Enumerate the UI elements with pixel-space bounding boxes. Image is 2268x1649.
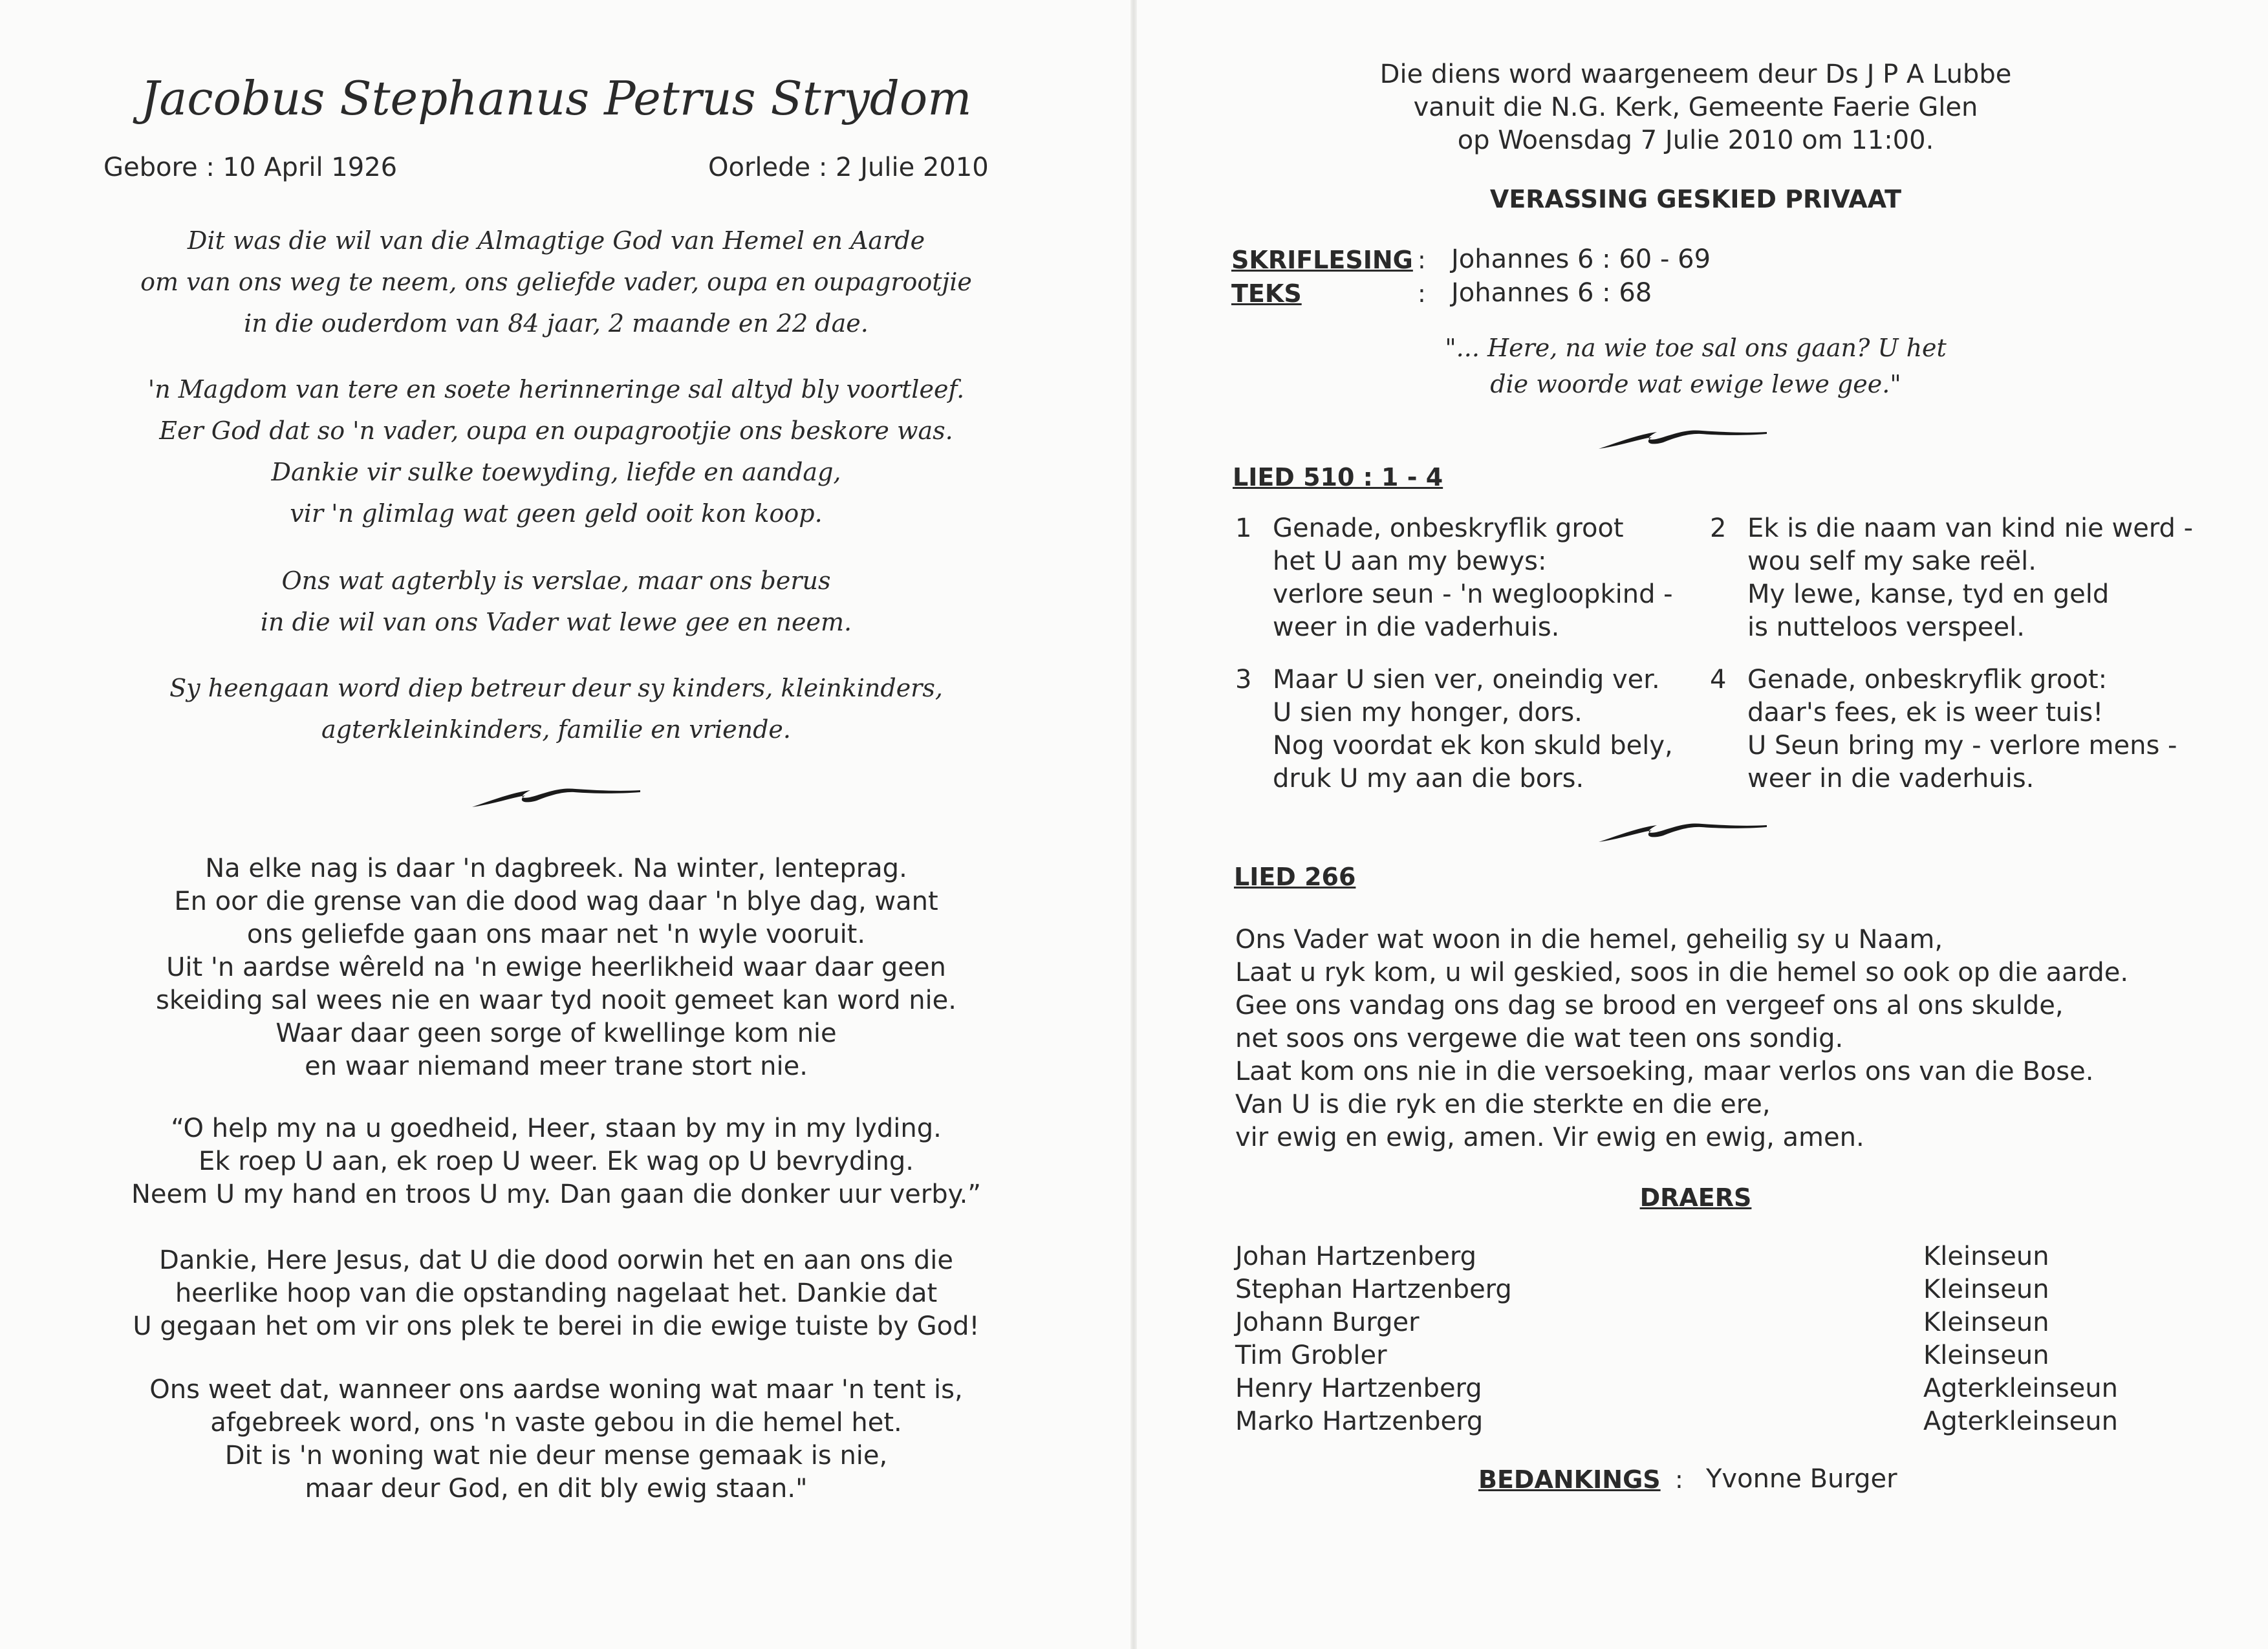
service-line: vanuit die N.G. Kerk, Gemeente Faerie Glen <box>1413 92 1978 122</box>
prose-line: Ons weet dat, wanneer ons aardse woning wat maar 'n tent is, <box>149 1375 963 1405</box>
service-line: Die diens word waargeneem deur Ds J P A Lubbe <box>1379 59 2012 89</box>
prose-paragraph <box>0 1112 1112 1211</box>
reading-colon: : <box>1418 246 1426 274</box>
bearer-relation: Kleinseun <box>1923 1275 2049 1304</box>
stanza-line: druk U my aan die bors. <box>1273 764 1584 793</box>
prose-paragraph <box>0 852 1112 1083</box>
stanza-line: My lewe, kanse, tyd en geld <box>1747 579 2110 609</box>
flourish-divider <box>466 781 647 814</box>
prose-line: Waar daar geen sorge of kwellinge kom nie <box>275 1018 837 1048</box>
stanza-line: weer in die vaderhuis. <box>1273 612 1560 642</box>
stanza-number: 2 <box>1710 513 1727 543</box>
prayer-line: Van U is die ryk en die sterkte en die ere, <box>1235 1090 1771 1119</box>
stanza-number: 4 <box>1710 665 1727 695</box>
scripture-quote <box>1139 330 2252 402</box>
hymn-510-title: LIED 510 : 1 - 4 <box>1233 463 1443 491</box>
verse-line: Eer God dat so 'n vader, oupa en oupagrootjie ons beskore was. <box>159 416 953 445</box>
text-colon: : <box>1418 279 1426 308</box>
thanks-label: BEDANKINGS <box>1478 1465 1661 1494</box>
stanza-line: wou self my sake reël. <box>1747 546 2036 576</box>
stanza-line: U Seun bring my - verlore mens - <box>1747 731 2177 760</box>
stanza-line: het U aan my bewys: <box>1273 546 1547 576</box>
birth-date: Gebore : 10 April 1926 <box>103 153 398 182</box>
prayer-line: vir ewig en ewig, amen. Vir ewig en ewig, amen. <box>1235 1123 1864 1152</box>
verse-stanza <box>0 667 1112 750</box>
page-fold <box>1130 0 1137 1649</box>
verse-line: Dankie vir sulke toewyding, liefde en aandag, <box>271 458 841 486</box>
bearer-name: Henry Hartzenberg <box>1235 1374 1482 1403</box>
thanks-colon: : <box>1675 1465 1683 1494</box>
text-label: TEKS <box>1231 279 1302 308</box>
verse-line: vir 'n glimlag wat geen geld ooit kon koop. <box>290 499 823 528</box>
stanza-line: Genade, onbeskryflik groot: <box>1747 665 2108 695</box>
bearer-name: Marko Hartzenberg <box>1235 1406 1484 1436</box>
verse-line: Dit was die wil van die Almagtige God van Hemel en Aarde <box>187 226 925 255</box>
bearer-relation: Agterkleinseun <box>1923 1374 2118 1403</box>
hymn-stanza <box>1235 512 1688 648</box>
prose-paragraph <box>0 1244 1112 1343</box>
prose-line: maar deur God, en dit bly ewig staan." <box>305 1474 808 1503</box>
cremation-notice: VERASSING GESKIED PRIVAAT <box>1489 185 1902 213</box>
quote-line: die woorde wat ewige lewe gee." <box>1490 370 1901 398</box>
left-page <box>0 0 1125 1649</box>
text-value: Johannes 6 : 68 <box>1451 278 1652 308</box>
stanza-line: is nutteloos verspeel. <box>1747 612 2025 642</box>
stanza-line: Genade, onbeskryflik groot <box>1273 513 1624 543</box>
verse-line: om van ons weg te neem, ons geliefde vader, oupa en oupagrootjie <box>140 268 972 296</box>
prose-line: Na elke nag is daar 'n dagbreek. Na winter, lenteprag. <box>205 854 907 883</box>
prose-line: Neem U my hand en troos U my. Dan gaan die donker uur verby.” <box>131 1180 982 1209</box>
bearer-relation: Agterkleinseun <box>1923 1406 2118 1436</box>
prose-line: afgebreek word, ons 'n vaste gebou in die hemel het. <box>210 1408 902 1438</box>
bearer-name: Stephan Hartzenberg <box>1235 1275 1512 1304</box>
deceased-name: Jacobus Stephanus Petrus Strydom <box>140 71 972 125</box>
reading-value: Johannes 6 : 60 - 69 <box>1451 244 1711 274</box>
bearer-relation: Kleinseun <box>1923 1242 2049 1271</box>
hymn-266-title: LIED 266 <box>1234 863 1356 891</box>
prose-paragraph <box>0 1374 1112 1505</box>
flourish-divider <box>1592 423 1773 455</box>
service-line: op Woensdag 7 Julie 2010 om 11:00. <box>1457 125 1934 155</box>
prose-line: Uit 'n aardse wêreld na 'n ewige heerlikheid waar daar geen <box>166 953 946 982</box>
right-page <box>1139 0 2268 1649</box>
thanks-value: Yvonne Burger <box>1706 1464 1897 1494</box>
prayer-line: net soos ons vergewe die wat teen ons sondig. <box>1235 1024 1844 1053</box>
stanza-line: daar's fees, ek is weer tuis! <box>1747 698 2104 727</box>
verse-line: 'n Magdom van tere en soete herinneringe sal altyd bly voortleef. <box>147 375 965 404</box>
stanza-line: Ek is die naam van kind nie werd - <box>1747 513 2194 543</box>
stanza-line: verlore seun - 'n wegloopkind - <box>1273 579 1673 609</box>
hymn-stanza <box>1235 663 1688 799</box>
prose-line: “O help my na u goedheid, Heer, staan by my in my lyding. <box>171 1114 942 1143</box>
verse-stanza <box>0 369 1112 534</box>
stanza-line: weer in die vaderhuis. <box>1747 764 2035 793</box>
stanza-line: Maar U sien ver, oneindig ver. <box>1273 665 1660 695</box>
stanza-number: 3 <box>1235 665 1252 695</box>
bearer-name: Johan Hartzenberg <box>1235 1242 1477 1271</box>
bearer-relation: Kleinseun <box>1923 1308 2049 1337</box>
death-date: Oorlede : 2 Julie 2010 <box>708 153 989 182</box>
prose-line: Dit is 'n woning wat nie deur mense gemaak is nie, <box>224 1441 888 1471</box>
verse-line: agterkleinkinders, familie en vriende. <box>321 715 791 744</box>
hymn-stanza <box>1710 663 2201 799</box>
lords-prayer <box>1235 923 2128 1154</box>
stanza-line: U sien my honger, dors. <box>1273 698 1582 727</box>
reading-label: SKRIFLESING <box>1231 246 1413 274</box>
prose-line: En oor die grense van die dood wag daar 'n blye dag, want <box>174 887 938 916</box>
hymn-stanza <box>1710 512 2201 648</box>
verse-stanza <box>0 560 1112 643</box>
verse-line: Ons wat agterbly is verslae, maar ons berus <box>281 566 831 595</box>
stanza-number: 1 <box>1235 513 1252 543</box>
prayer-line: Gee ons vandag ons dag se brood en vergeef ons al ons skulde, <box>1235 991 2064 1020</box>
prose-line: ons geliefde gaan ons maar net 'n wyle vooruit. <box>246 920 866 949</box>
prose-line: U gegaan het om vir ons plek te berei in die ewige tuiste by God! <box>133 1311 980 1341</box>
prayer-line: Laat u ryk kom, u wil geskied, soos in die hemel so ook op die aarde. <box>1235 958 2129 987</box>
prayer-line: Laat kom ons nie in die versoeking, maar verlos ons van die Bose. <box>1235 1057 2094 1086</box>
bearer-name: Tim Grobler <box>1235 1341 1387 1370</box>
quote-line: "... Here, na wie toe sal ons gaan? U het <box>1445 334 1947 362</box>
stanza-line: Nog voordat ek kon skuld bely, <box>1273 731 1673 760</box>
bearer-name: Johann Burger <box>1235 1308 1420 1337</box>
prose-line: heerlike hoop van die opstanding nagelaat het. Dankie dat <box>175 1278 938 1308</box>
flourish-divider <box>1592 816 1773 848</box>
service-info <box>1139 58 2252 157</box>
bearers-title: DRAERS <box>1639 1183 1752 1212</box>
prose-line: en waar niemand meer trane stort nie. <box>305 1051 808 1081</box>
prose-line: Ek roep U aan, ek roep U weer. Ek wag op U bevryding. <box>199 1147 914 1176</box>
prose-line: skeiding sal wees nie en waar tyd nooit gemeet kan word nie. <box>155 986 956 1015</box>
bearer-relation: Kleinseun <box>1923 1341 2049 1370</box>
verse-line: Sy heengaan word diep betreur deur sy kinders, kleinkinders, <box>169 674 943 702</box>
verse-line: in die wil van ons Vader wat lewe gee en neem. <box>260 608 852 636</box>
prayer-line: Ons Vader wat woon in die hemel, geheilig sy u Naam, <box>1235 925 1943 954</box>
verse-stanza <box>0 220 1112 344</box>
prose-line: Dankie, Here Jesus, dat U die dood oorwin het en aan ons die <box>159 1245 953 1275</box>
verse-line: in die ouderdom van 84 jaar, 2 maande en 22 dae. <box>244 309 869 338</box>
